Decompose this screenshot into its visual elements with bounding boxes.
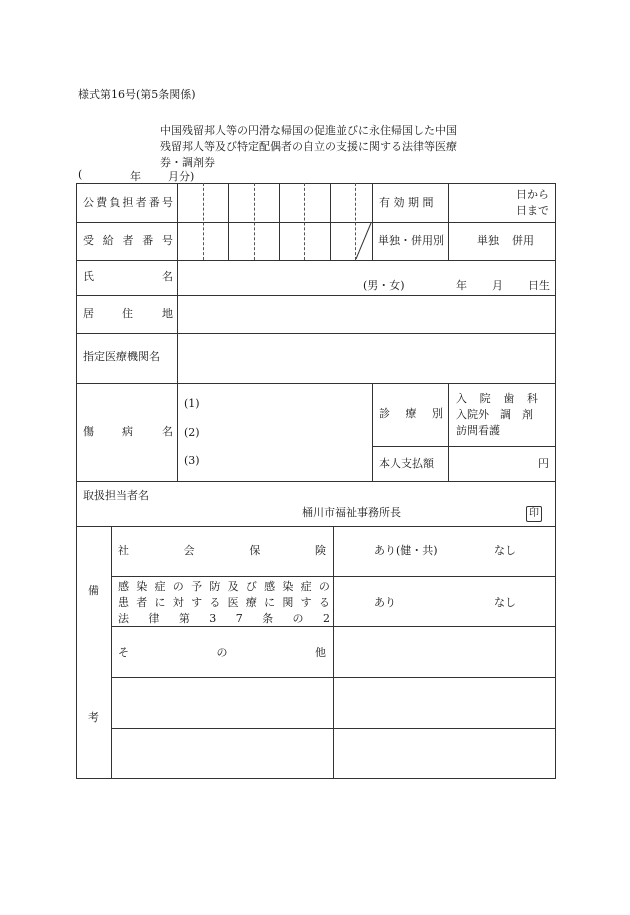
name-label-part: 氏 <box>83 270 94 283</box>
disease-3: (3) <box>184 454 200 467</box>
row-line <box>76 481 556 482</box>
care-option-line-2[interactable]: 入院外 調 剤 <box>456 408 533 421</box>
title-line-1: 中国残留邦人等の円滑な帰国の促進並びに永住帰国した中国 <box>160 124 457 137</box>
row-line <box>76 222 556 223</box>
digit-divider <box>330 183 331 260</box>
care-type-label: 診 療 別 <box>379 407 443 420</box>
period-month: 月分) <box>168 170 195 183</box>
remarks-label-bottom: 考 <box>88 711 99 724</box>
infection-law-line-1: 感 染 症 の 予 防 及 び 感 染 症 の <box>118 580 330 593</box>
yen-unit: 円 <box>538 457 549 470</box>
form-number: 様式第16号(第5条関係) <box>78 88 196 101</box>
care-option-line-1[interactable]: 入 院 歯 科 <box>456 392 538 405</box>
digit-divider <box>203 183 204 260</box>
validity-to: 日まで <box>516 204 549 217</box>
office-name: 桶川市福祉事務所長 <box>302 506 401 519</box>
period-open-paren: ( <box>78 168 83 181</box>
row-line <box>76 295 556 296</box>
remarks-divider <box>333 526 334 779</box>
name-label-part: 名 <box>162 270 173 283</box>
remarks-label-top: 備 <box>88 584 99 597</box>
handler-label: 取扱担当者名 <box>83 489 149 502</box>
address-label-part: 地 <box>162 307 173 320</box>
single-combined-label: 単独・併用別 <box>378 234 444 247</box>
disease-label-part: 傷 <box>83 425 94 438</box>
diagonal-slash <box>355 222 372 260</box>
infection-law-line-2: 患 者 に 対 す る 医 療 に 関 す る <box>118 596 330 609</box>
disease-label-part: 病 <box>122 425 133 438</box>
row-line <box>76 526 556 527</box>
row-line <box>76 260 556 261</box>
digit-divider <box>254 183 255 260</box>
cell-divider <box>372 383 373 481</box>
infection-law-no[interactable]: なし <box>494 596 516 609</box>
digit-divider <box>228 183 229 260</box>
row-line-self-pay <box>372 446 556 447</box>
digit-divider <box>304 183 305 260</box>
gender-selector[interactable]: (男・女) <box>363 279 405 292</box>
address-label-part: 住 <box>122 307 133 320</box>
social-insurance-label: 社 会 保 険 <box>118 544 326 557</box>
disease-1: (1) <box>184 397 200 410</box>
validity-period-label: 有 効 期 間 <box>379 196 434 209</box>
seal-mark: 印 <box>526 506 542 522</box>
social-insurance-no[interactable]: なし <box>494 544 516 557</box>
disease-label-part: 名 <box>162 425 173 438</box>
row-line <box>76 333 556 334</box>
infection-law-line-3: 法 律 第 3 7 条 の 2 <box>118 612 330 625</box>
birth-year: 年 <box>456 279 467 292</box>
care-option-line-3[interactable]: 訪問看護 <box>456 424 500 437</box>
single-option[interactable]: 単独 <box>477 234 499 247</box>
other-label: そ の 他 <box>118 646 326 659</box>
recipient-number-label: 受 給 者 番 号 <box>83 234 173 247</box>
payer-number-label: 公 費 負 担 者 番 号 <box>83 196 173 209</box>
title-line-2: 残留邦人等及び特定配偶者の自立の支援に関する法律等医療 <box>160 140 457 153</box>
cell-divider <box>372 183 373 260</box>
address-label-part: 居 <box>83 307 94 320</box>
cell-divider <box>448 183 449 260</box>
validity-from: 日から <box>516 188 549 201</box>
birth-day: 日生 <box>528 279 550 292</box>
period-year: 年 <box>130 170 141 183</box>
cell-divider <box>448 383 449 481</box>
social-insurance-yes[interactable]: あり(健・共) <box>374 544 438 557</box>
label-column-line <box>177 183 178 481</box>
border-bottom <box>76 778 556 779</box>
medical-ticket-form <box>76 183 556 779</box>
self-pay-label: 本人支払額 <box>379 457 434 470</box>
row-line <box>76 383 556 384</box>
disease-2: (2) <box>184 426 200 439</box>
infection-law-yes[interactable]: あり <box>374 596 396 609</box>
digit-divider <box>279 183 280 260</box>
birth-month: 月 <box>492 279 503 292</box>
institution-label: 指定医療機関名 <box>83 350 160 363</box>
combined-option[interactable]: 併用 <box>512 234 534 247</box>
title-line-3: 券・調剤券 <box>160 156 215 169</box>
remarks-divider <box>111 526 112 779</box>
border-top <box>76 183 556 184</box>
